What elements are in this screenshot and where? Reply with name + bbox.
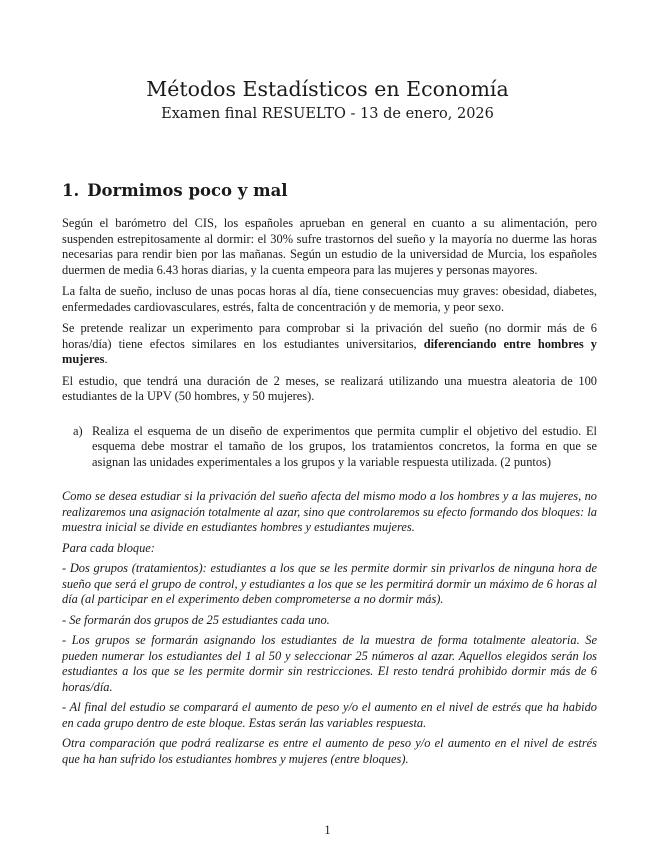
answer-paragraph: - Se formarán dos grupos de 25 estudiantes cada uno. bbox=[62, 612, 330, 627]
section-heading bbox=[62, 181, 288, 201]
page-number: 1 bbox=[324, 823, 331, 837]
question-label: a) bbox=[73, 423, 83, 438]
document-body bbox=[62, 216, 597, 772]
objective-text: Se pretende realizar un experimento para comprobar si la privación del sueño (no dormir más de 6 horas/día) tiene efectos similares en los estudiantes universitarios, bbox=[62, 321, 597, 351]
answer-paragraph: - Dos grupos (tratamientos): estudiantes a los que se les permite dormir sin privarlos de ninguna hora de sueño que será el grupo de control, y estudiantes a los que se les permitirá dormir un máximo de 6 horas al día (al participar en el experimento deben comprometerse a no dormir más). bbox=[62, 561, 597, 606]
paragraph-objective bbox=[62, 321, 597, 368]
paragraph-intro: Según el barómetro del CIS, los españoles aprueban en general en cuanto a su alimentación, pero suspenden estrepitosamente al dormir: el 30% sufre trastornos del sueño y la mayoría no duerme las horas necesarias para rendir bien por las mañanas. Según un estudio de la universidad de Murcia, los españoles duermen de media 6.43 horas diarias, y la cuenta empeora para las mujeres y personas mayores. bbox=[62, 216, 597, 277]
section-number: 1. bbox=[62, 181, 80, 200]
question-text: Realiza el esquema de un diseño de experimentos que permita cumplir el objetivo del estudio. El esquema debe mostrar el tamaño de los grupos, los tratamientos concretos, la forma en que se asignan las unidades experimentales a los grupos y la variable respuesta utilizada. (2 puntos) bbox=[92, 423, 597, 469]
answer-paragraph: - Al final del estudio se comparará el aumento de peso y/o el aumento en el nivel de estrés que ha habido en cada grupo dentro de este bloque. Estas serán las variables respuesta. bbox=[62, 700, 597, 730]
answer-paragraph: Para cada bloque: bbox=[62, 540, 155, 555]
answer-block bbox=[62, 489, 597, 767]
answer-paragraph: Como se desea estudiar si la privación del sueño afecta del mismo modo a los hombres y a las mujeres, no realizaremos una asignación totalmente al azar, sino que controlaremos su efecto formando dos bloques: la muestra inicial se divide en estudiantes hombres y estudiantes mujeres. bbox=[62, 489, 597, 534]
question-a bbox=[62, 424, 597, 471]
section-title: Dormimos poco y mal bbox=[87, 181, 288, 200]
document-title: Métodos Estadísticos en Economía bbox=[146, 77, 509, 101]
paragraph-sample: El estudio, que tendrá una duración de 2 meses, se realizará utilizando una muestra aleatoria de 100 estudiantes de la UPV (50 hombres, y 50 mujeres). bbox=[62, 373, 597, 403]
objective-emphasis: diferenciando entre hombres y mujeres bbox=[62, 336, 597, 366]
paragraph-consequences: La falta de sueño, incluso de unas pocas horas al día, tiene consecuencias muy graves: obesidad, diabetes, enfermedades cardiovasculares, estrés, falta de concentración y de memoria, y peor sexo. bbox=[62, 284, 597, 314]
document-subtitle: Examen final RESUELTO - 13 de enero, 2026 bbox=[161, 106, 494, 122]
objective-end: . bbox=[104, 352, 108, 366]
answer-paragraph: - Los grupos se formarán asignando los estudiantes de la muestra de forma totalmente aleatoria. Se pueden numerar los estudiantes del 1 al 50 y seleccionar 25 números al azar. Aquellos elegidos serán los estudiantes a los que se les permite dormir sin restricciones. El resto tendrá prohibido dormir más de 6 horas/día. bbox=[62, 633, 597, 694]
answer-paragraph: Otra comparación que podrá realizarse es entre el aumento de peso y/o el aumento en el nivel de estrés que ha han sufrido los estudiantes hombres y mujeres (entre bloques). bbox=[62, 736, 597, 766]
